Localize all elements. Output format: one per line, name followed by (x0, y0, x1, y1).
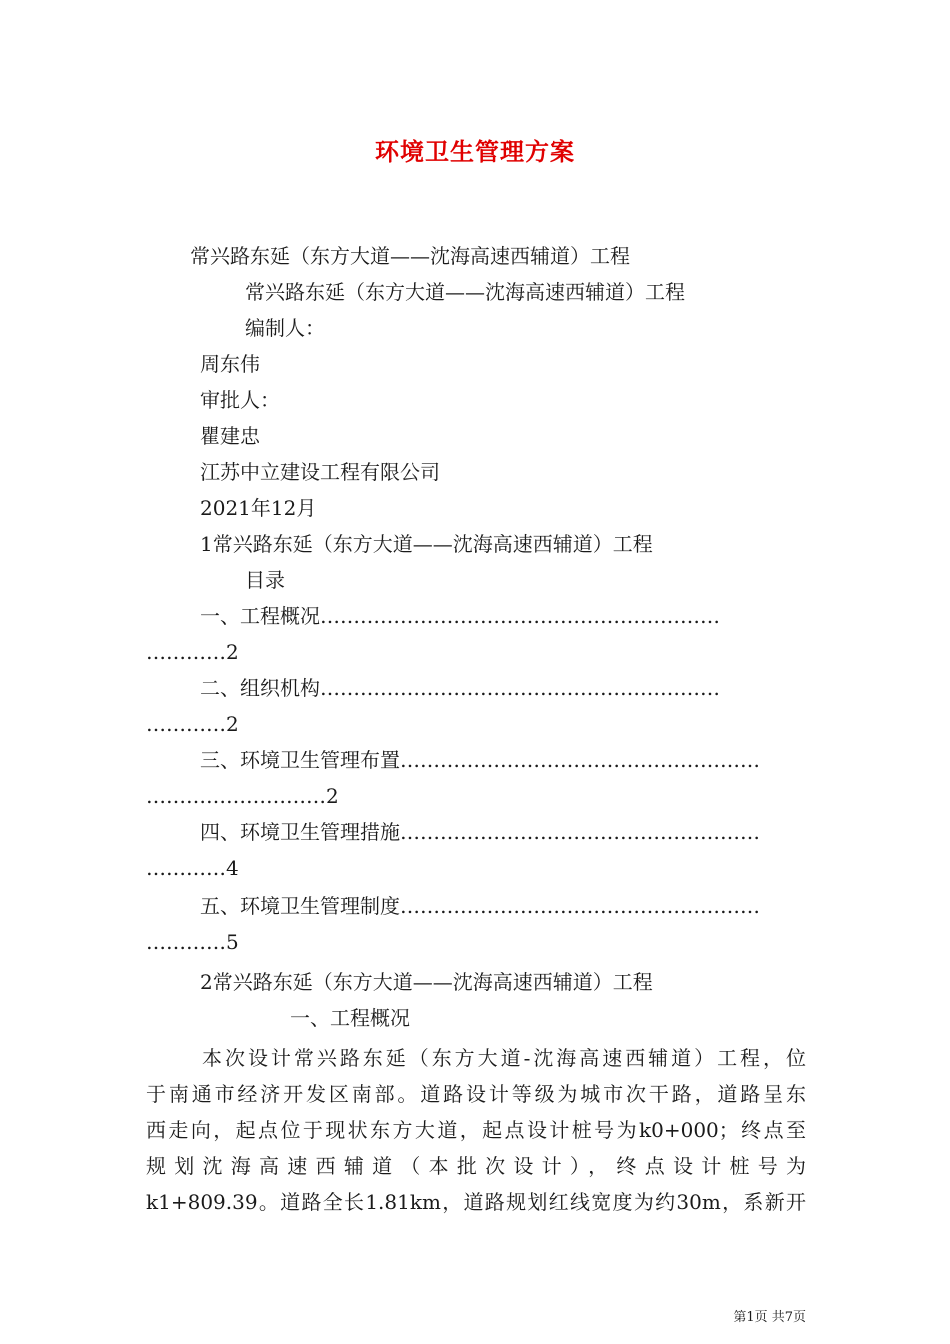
page-header-1: 1常兴路东延（东方大道——沈海高速西辅道）工程 (200, 532, 653, 556)
toc-leader: …………………………………………………… (320, 676, 720, 700)
toc-page-number: 2 (326, 784, 339, 808)
toc-leader: ……………………………………………… (400, 894, 760, 918)
toc-page-number: 4 (226, 856, 239, 880)
compiler-name: 周东伟 (200, 352, 260, 376)
date-line: 2021年12月 (200, 496, 317, 520)
toc-entry[interactable] (146, 674, 806, 738)
toc-leader: ………… (146, 856, 226, 880)
body-line: 于南通市经济开发区南部。道路设计等级为城市次干路，道路呈东 (146, 1082, 806, 1106)
body-line: 规划沈海高速西辅道（本批次设计），终点设计桩号为 (146, 1154, 806, 1178)
toc-entry[interactable] (146, 892, 806, 956)
toc-leader: ………… (146, 712, 226, 736)
toc-heading: 目录 (245, 568, 285, 592)
toc-leader: …………………………………………………… (320, 604, 720, 628)
toc-label: 五、环境卫生管理制度 (200, 894, 400, 918)
company-name: 江苏中立建设工程有限公司 (200, 460, 440, 484)
page-footer: 第1页 共7页 (733, 1310, 806, 1325)
project-name-line: 常兴路东延（东方大道——沈海高速西辅道）工程 (190, 244, 630, 268)
toc-leader: ………… (146, 640, 226, 664)
toc-page-number: 2 (226, 712, 239, 736)
toc-entry[interactable] (146, 746, 806, 810)
toc-page-number: 5 (226, 930, 239, 954)
project-name-line: 常兴路东延（东方大道——沈海高速西辅道）工程 (245, 280, 685, 304)
toc-label: 二、组织机构 (200, 676, 320, 700)
toc-leader: ……………………………………………… (400, 820, 760, 844)
compiler-label: 编制人： (245, 316, 325, 340)
toc-leader: ……………………………………………… (400, 748, 760, 772)
toc-label: 三、环境卫生管理布置 (200, 748, 400, 772)
approver-label: 审批人： (200, 388, 280, 412)
toc-leader: ………… (146, 930, 226, 954)
body-paragraph (146, 1040, 806, 1220)
toc-entry[interactable] (146, 818, 806, 882)
toc-label: 四、环境卫生管理措施 (200, 820, 400, 844)
approver-name: 瞿建忠 (200, 424, 260, 448)
toc-label: 一、工程概况 (200, 604, 320, 628)
toc-entry[interactable] (146, 602, 806, 666)
body-line: k1+809.39。道路全长1.81km，道路规划红线宽度为约30m，系新开 (146, 1190, 806, 1214)
section-heading: 一、工程概况 (290, 1006, 410, 1030)
body-line: 西走向，起点位于现状东方大道，起点设计桩号为k0+000；终点至 (146, 1118, 806, 1142)
document-title: 环境卫生管理方案 (375, 137, 575, 166)
body-line: 本次设计常兴路东延（东方大道-沈海高速西辅道）工程，位 (202, 1046, 806, 1070)
toc-leader: ……………………… (146, 784, 326, 808)
page-header-2: 2常兴路东延（东方大道——沈海高速西辅道）工程 (200, 970, 653, 994)
toc-page-number: 2 (226, 640, 239, 664)
